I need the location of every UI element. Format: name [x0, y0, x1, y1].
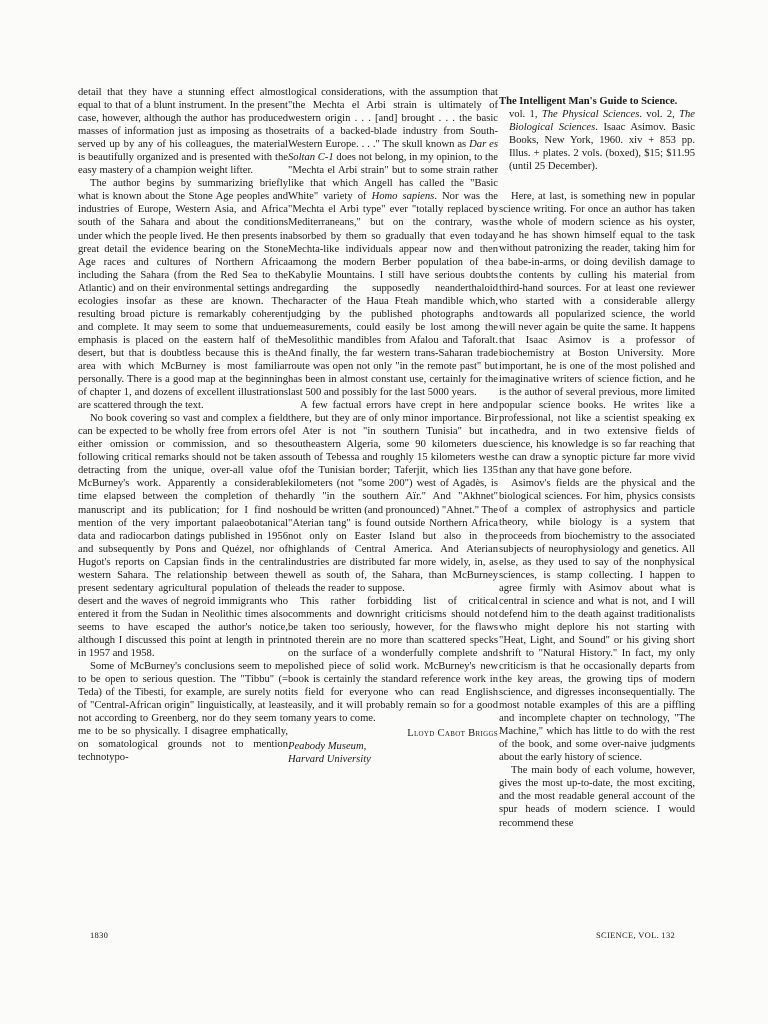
- text-run: . Isaac Asimov. Basic Books, New York, 1960. xiv + 853 pp. Illus. + plates. 2 vols. (boxed), $15; $11.95 (until 25 December).: [509, 122, 695, 173]
- reviewer-name: Lloyd Cabot Briggs: [407, 728, 498, 740]
- reviewer-affiliation: Peabody Museum,: [288, 741, 367, 753]
- reviewer-affiliation: Harvard University: [288, 754, 371, 766]
- page-number: 1830: [90, 930, 109, 940]
- text-run: logical considerations, with the assumption that "the Mechta el Arbi strain is ultimately of western origin . . . [and] brought . . . the basic traits of a backed-blade industry from South-Western Europe. . . ." The skull known as: [288, 87, 498, 151]
- italic-run: Homo sapiens: [371, 191, 435, 203]
- column-right: [499, 95, 695, 830]
- paragraph: The author begins by summarizing briefly what is known about the Stone Age peoples and industries of Europe, Western Asia, and Africa south of the Sahara and about the conditions under which the people lived. He then presents in great detail the evidence bearing on the Stone Age races and cultures of Northern Africa including the Sahara (from the Red Sea to the Atlantic) and on their environmental settings and ecologies insofar as these are known. The resulting broad picture is remarkably coherent and complete. It may seem to some that undue emphasis is placed on the eastern half of the desert, but that is doubtless because this is the area with which McBurney is most familiar personally. There is a good map at the beginning of chapter 1, and dozens of excellent illustrations are scattered through the text.: [78, 178, 288, 412]
- book-citation: [499, 95, 695, 173]
- column-left: [78, 86, 288, 764]
- column-middle: [288, 86, 498, 766]
- paragraph: Some of McBurney's conclusions seem to me to be open to serious question. The "Tibbu" (= Teda) of the Tibesti, for example, are surely not of "Central-African origin" linguistically, at least not according to Greenberg, nor do they seem to me to be so physically. I disagree emphatically, on somatological grounds not to mention technotypo-: [78, 661, 288, 764]
- paragraph: A few factual errors have crept in here and there, but they are of only minor importance. Bir el Ater is not "in southern Tunisia" but in southeastern Algeria, some 90 kilometers due south of Tebessa and roughly 15 kilometers west of the Tunisian border; Taferjit, which lies 135 kilometers (not "some 200") west of Agadès, is hardly "in the southern Aïr." And "Akhnet" should be written (and pronounced) "Ahnet." The "Aterian tang" is found outside Northern Africa not only on Easter Island but also in the highlands of Central America. And Aterian industries are distributed far more widely, in, as well as south of, the Sahara, than McBurney leads the reader to suppose.: [288, 400, 498, 594]
- paragraph: This rather forbidding list of critical comments and downright criticisms should not be taken too seriously, however, for the flaws noted therein are no more than scattered specks on the surface of a wonderfully complete and polished piece of solid work. McBurney's new book is certainly the standard reference work in its field for everyone who can read English easily, and it will probably remain so for a good many years to come.: [288, 595, 498, 725]
- book-title: The Intelligent Man's Guide to Science.: [499, 96, 678, 107]
- text-run: does not belong, in my opinion, to the "Mechta el Arbi strain" but to some strain rather like that which Angell has called the "Basic White" variety of: [288, 152, 498, 203]
- paragraph: [288, 86, 498, 399]
- italic-run: The Physical Sciences: [541, 109, 640, 121]
- paragraph: detail that they have a stunning effect almost equal to that of a blunt instrument. In the present case, however, although the author has produced masses of information just as imposing as those served up by any of his colleagues, the material is beautifully organized and is presented with the easy mastery of a champion weight lifter.: [78, 87, 288, 177]
- italic-run: The Biological Sciences: [509, 109, 695, 134]
- italic-run: Dar es Soltan C-1: [288, 139, 498, 164]
- text-run: . vol. 2,: [639, 109, 680, 121]
- text-run: . Nor was the "Mechta el Arbi type" ever "totally replaced by Mediterraneans," but on the contrary, was absorbed by them so gradually that even today Mechta-like individuals appear now and then among the modern Berber population of the Kabylie Mountains. I still have serious doubts regarding the supposedly neanderthaloid character of the Haua Fteah mandible which, judging by the published photographs and measurements, could easily be lost among the Mesolithic mandibles from Afalou and Taforalt. And finally, the far western trans-Saharan trade route was open not only "in the remote past" but has been in almost constant use, certainly for the last 500 and possibly for the last 5000 years.: [288, 191, 498, 399]
- paragraph: The main body of each volume, however, gives the most up-to-date, the most exciting, and the most readable general account of the spur heads of modern science. I would recommend these: [499, 765, 695, 829]
- paragraph: No book covering so vast and complex a field can be expected to be wholly free from errors of either omission or commission, and so the following critical remarks should not be taken as detracting from the unique, over-all value of McBurney's work. Apparently a considerable time elapsed between the completion of the manuscript and its publication; for I find no mention of the very important palaeobotanical data and radiocarbon datings published in 1956 and subsequently by Pons and Quézel, nor of Hugot's reports on Capsian finds in the central western Sahara. The relationship between the present sedentary agricultural population of the desert and the waves of negroid immigrants who entered it from the Sudan in Neolithic times also seems to have escaped the author's notice, although I discussed this point at length in print in 1957 and 1958.: [78, 413, 288, 660]
- book-details: [499, 108, 695, 173]
- paragraph: Asimov's fields are the physical and the biological sciences. For him, physics consists of a complex of astrophysics and particle theory, while biology is a system that proceeds from biochemistry to the associated subjects of neurophysiology and genetics. All else, as they used to say of the nonphysical sciences, is stamp collecting. I happen to agree firmly with Asimov about what is central in science and what is not, and I will defend him to the death against traditionalists who might deplore his not starting with "Heat, Light, and Sound" or his giving short shrift to "Natural History." In fact, my only criticism is that he occasionally departs from the key areas, the growing tips of modern science, and digresses inconsequentially. The most notable examples of this are a piffling and incomplete chapter on technology, "The Machine," which has little to do with the rest of the book, and some over-naive judgments about the early history of science.: [499, 478, 695, 764]
- paragraph: Here, at last, is something new in popular science writing. For once an author has taken the whole of modern science as his oyster, and he has shown himself equal to the task without patronizing the reader, taking him for a babe-in-arms, or doing devilish damage to the contents by culling his material from third-hand sources. For at least one reviewer who started with a considerable allergy towards all popularized science, the world will never again be quite the same. It happens that Isaac Asimov is a professor of biochemistry at Boston University. More important, he is one of the most polished and imaginative writers of science fiction, and he is the author of several previous, more limited popular science books. He writes like a professional, not like a scientist speaking ex cathedra, and in two extensive fields of science, his knowledge is so far reaching that he can draw a synoptic picture far more vivid than any that have gone before.: [499, 191, 695, 477]
- journal-reference: SCIENCE, VOL. 132: [596, 930, 676, 940]
- text-run: vol. 1,: [509, 109, 542, 121]
